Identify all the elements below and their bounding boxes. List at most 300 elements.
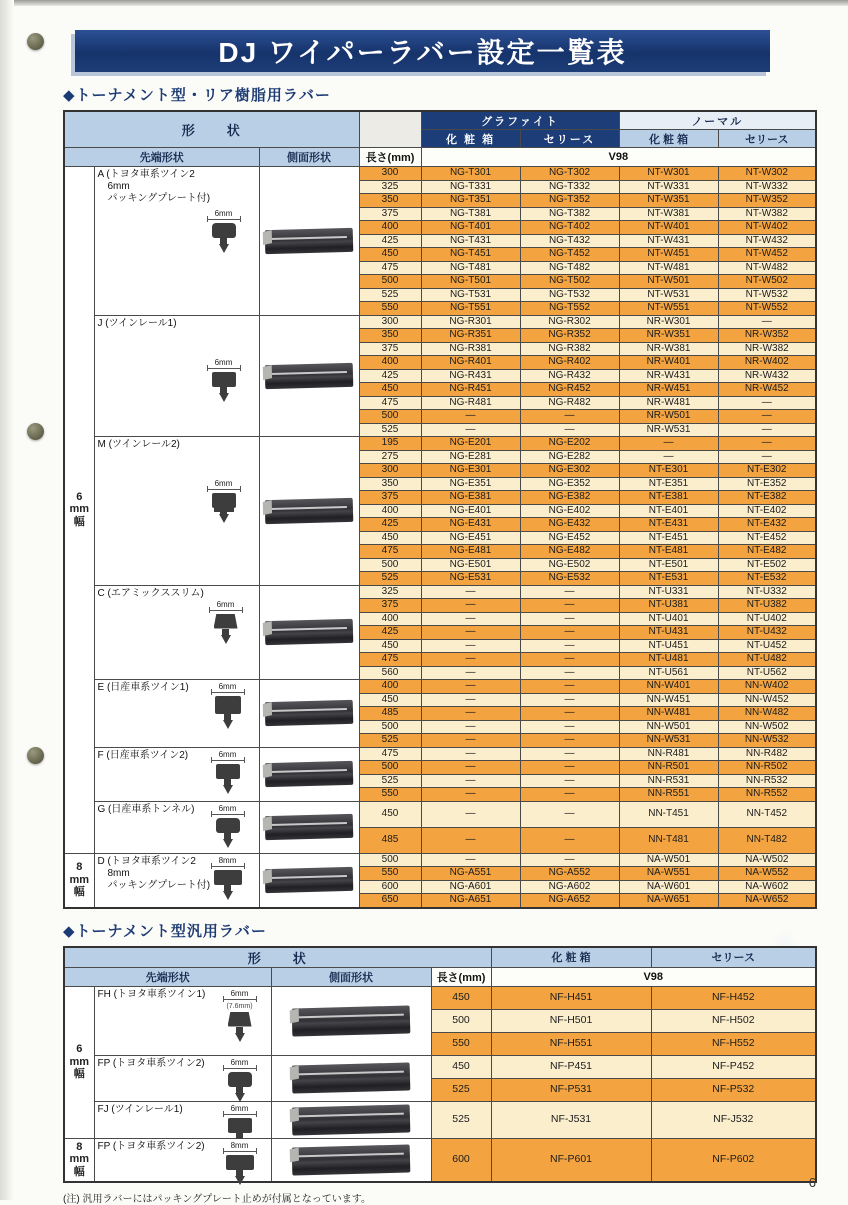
part-number-cell: NG-R401	[421, 356, 520, 370]
part-number-cell: NG-E432	[520, 518, 619, 532]
length-cell: 550	[359, 788, 421, 802]
tip-dimension-label: 6mm	[230, 1103, 249, 1113]
group-J-tip-cell	[94, 315, 259, 437]
length-cell: 500	[359, 761, 421, 775]
length-cell: 350	[359, 329, 421, 343]
part-number-cell: NG-T551	[421, 302, 520, 316]
tip-dimension-label: 8mm	[230, 1140, 249, 1150]
length-cell: 525	[431, 1078, 491, 1101]
part-number-cell: NG-E301	[421, 464, 520, 478]
part-number-cell: NT-E352	[718, 477, 816, 491]
part-number-cell: NG-T351	[421, 194, 520, 208]
part-number-cell: NR-W402	[718, 356, 816, 370]
part-number-cell: NF-H551	[491, 1032, 651, 1055]
part-number-cell: —	[421, 653, 520, 667]
table-row	[64, 167, 816, 181]
part-number-cell: NT-U482	[718, 653, 816, 667]
part-number-cell: —	[718, 423, 816, 437]
group-FP6-side-cell	[271, 1055, 431, 1101]
tip-head-shape	[228, 1072, 252, 1087]
group-A-label	[98, 169, 256, 205]
group-FH-side-cell	[271, 986, 431, 1055]
part-number-cell: NA-W601	[619, 880, 718, 894]
part-number-cell: NT-U481	[619, 653, 718, 667]
tip-dimension-label: 6mm	[214, 209, 233, 218]
punch-hole	[27, 33, 44, 50]
part-number-cell: NT-W302	[718, 167, 816, 181]
rear-resin-rubber-table	[63, 110, 817, 909]
part-number-cell: NA-W501	[619, 853, 718, 867]
part-number-cell: NG-A652	[520, 894, 619, 908]
part-number-cell: —	[421, 666, 520, 680]
part-number-cell: NG-R351	[421, 329, 520, 343]
tip-dimension	[207, 479, 241, 490]
width-label-line: mm	[69, 1153, 90, 1166]
header-side-shape: 側面形状	[259, 148, 359, 167]
part-number-cell: NT-U401	[619, 612, 718, 626]
part-number-cell: NR-W382	[718, 342, 816, 356]
width-label-line: 6	[76, 490, 83, 503]
length-cell: 475	[359, 545, 421, 559]
part-number-cell: NT-W482	[718, 261, 816, 275]
part-number-cell: —	[520, 734, 619, 748]
part-number-cell: NG-T431	[421, 234, 520, 248]
part-number-cell: NN-R532	[718, 774, 816, 788]
part-number-cell: —	[520, 626, 619, 640]
length-cell: 400	[359, 680, 421, 694]
part-number-cell: NR-W431	[619, 369, 718, 383]
tip-dimension	[223, 1104, 257, 1115]
table-row	[64, 1055, 816, 1078]
part-number-cell: NT-W551	[619, 302, 718, 316]
part-number-cell: —	[421, 410, 520, 424]
blade-profile-photo	[265, 619, 354, 645]
length-cell: 450	[359, 531, 421, 545]
part-number-cell: NG-R302	[520, 315, 619, 329]
part-number-cell: —	[421, 707, 520, 721]
length-cell: 450	[359, 801, 421, 827]
group-label-line: A (トヨタ車系ツイン2	[97, 169, 195, 180]
part-number-cell: NF-H502	[651, 1009, 816, 1032]
part-number-cell: NT-W431	[619, 234, 718, 248]
table-row	[64, 1138, 816, 1182]
length-cell: 525	[359, 572, 421, 586]
length-cell: 300	[359, 464, 421, 478]
part-number-cell: NG-T382	[520, 207, 619, 221]
part-number-cell: —	[421, 423, 520, 437]
group-J-label	[98, 318, 256, 330]
blade-profile-photo	[292, 1104, 411, 1135]
part-number-cell: —	[718, 315, 816, 329]
part-number-cell: NT-U562	[718, 666, 816, 680]
length-cell: 500	[359, 853, 421, 867]
length-cell: 400	[359, 504, 421, 518]
part-number-cell: NF-P451	[491, 1055, 651, 1078]
part-number-cell: NG-T402	[520, 221, 619, 235]
width-label-w6	[64, 986, 94, 1138]
header-normal: ノーマル	[619, 111, 816, 130]
group-FJ-tip-cell	[94, 1101, 271, 1138]
part-number-cell: —	[421, 639, 520, 653]
length-cell: 450	[359, 639, 421, 653]
part-number-cell: NF-H501	[491, 1009, 651, 1032]
table-row	[64, 853, 816, 867]
length-cell: 400	[359, 356, 421, 370]
part-number-cell: NG-T331	[421, 180, 520, 194]
width-label-line: mm	[69, 503, 90, 516]
part-number-cell: NG-R481	[421, 396, 520, 410]
tip-cross-section-icon	[201, 358, 247, 402]
group-D-side-cell	[259, 853, 359, 908]
part-number-cell: —	[718, 410, 816, 424]
part-number-cell: —	[718, 450, 816, 464]
tip-head-shape	[228, 1118, 252, 1133]
group-M-label	[98, 439, 256, 451]
part-number-cell: —	[520, 423, 619, 437]
part-number-cell: —	[520, 827, 619, 853]
group-label-line: E (日産車系ツイン1)	[97, 682, 189, 693]
length-cell: 400	[359, 221, 421, 235]
part-number-cell: NN-W451	[619, 693, 718, 707]
length-cell: 300	[359, 315, 421, 329]
tip-dimension	[207, 358, 241, 369]
part-number-cell: NN-R552	[718, 788, 816, 802]
tip-head-shape	[216, 764, 240, 779]
group-label-line: 6mm	[107, 181, 130, 192]
header-side-shape: 側面形状	[271, 967, 431, 986]
part-number-cell: NT-U331	[619, 585, 718, 599]
part-number-cell: NG-R352	[520, 329, 619, 343]
tip-arrow-shape	[219, 393, 229, 402]
part-number-cell: NT-W501	[619, 275, 718, 289]
tip-dimension	[223, 989, 257, 1000]
tip-dimension	[211, 856, 245, 867]
group-label-line: パッキングプレート付)	[107, 879, 211, 891]
part-number-cell: NR-W432	[718, 369, 816, 383]
part-number-cell: —	[421, 585, 520, 599]
group-label-line: FP (トヨタ車系ツイン2)	[97, 1057, 205, 1069]
punch-hole	[27, 747, 44, 764]
width-label-line: mm	[69, 1055, 90, 1068]
group-FP8-side-cell	[271, 1138, 431, 1182]
tip-cross-section-icon	[205, 856, 251, 900]
part-number-cell: NT-W382	[718, 207, 816, 221]
part-number-cell: NR-W451	[619, 383, 718, 397]
part-number-cell: NG-A601	[421, 880, 520, 894]
part-number-cell: NG-E451	[421, 531, 520, 545]
part-number-cell: —	[520, 639, 619, 653]
tip-cross-section-icon	[201, 479, 247, 523]
width-label-line: 幅	[73, 886, 85, 899]
tip-arrow-shape	[219, 514, 229, 523]
part-number-cell: NT-E351	[619, 477, 718, 491]
length-cell: 500	[359, 558, 421, 572]
part-number-cell: NA-W502	[718, 853, 816, 867]
group-label-line: G (日産車系トンネル)	[97, 803, 195, 815]
blade-profile-photo	[265, 228, 354, 254]
part-number-cell: —	[421, 680, 520, 694]
group-M-side-cell	[259, 437, 359, 586]
length-cell: 475	[359, 653, 421, 667]
length-cell: 500	[431, 1009, 491, 1032]
length-cell: 400	[359, 612, 421, 626]
table-row	[64, 1101, 816, 1138]
part-number-cell: —	[520, 410, 619, 424]
part-number-cell: NN-T451	[619, 801, 718, 827]
length-cell: 350	[359, 194, 421, 208]
part-number-cell: NG-A552	[520, 867, 619, 881]
group-A-side-cell	[259, 167, 359, 316]
part-number-cell: NA-W602	[718, 880, 816, 894]
header-shape: 形 状	[64, 947, 491, 968]
length-cell: 475	[359, 396, 421, 410]
width-label-line: 6	[76, 1043, 83, 1056]
blade-profile-photo	[265, 363, 354, 389]
part-number-cell: NG-R431	[421, 369, 520, 383]
part-number-cell: NG-E532	[520, 572, 619, 586]
tip-dimension-label: 6mm	[216, 599, 235, 609]
part-number-cell: NT-E452	[718, 531, 816, 545]
part-number-cell: NF-P601	[491, 1138, 651, 1182]
part-number-cell: NT-W301	[619, 167, 718, 181]
length-cell: 525	[359, 734, 421, 748]
part-number-cell: NG-T301	[421, 167, 520, 181]
group-FH-tip-cell	[94, 986, 271, 1055]
tip-cross-section-icon	[217, 1141, 263, 1185]
part-number-cell: NT-E482	[718, 545, 816, 559]
group-G-tip-cell	[94, 801, 259, 853]
part-number-cell: NF-J532	[651, 1101, 816, 1138]
part-number-cell: NN-T482	[718, 827, 816, 853]
part-number-cell: NN-R481	[619, 747, 718, 761]
part-number-cell: NN-W402	[718, 680, 816, 694]
part-number-cell: NN-W531	[619, 734, 718, 748]
part-number-cell: NT-U332	[718, 585, 816, 599]
part-number-cell: NG-T502	[520, 275, 619, 289]
group-FJ-side-cell	[271, 1101, 431, 1138]
length-cell: 500	[359, 720, 421, 734]
part-number-cell: —	[421, 761, 520, 775]
header-spacer	[359, 111, 421, 148]
part-number-cell: NT-E402	[718, 504, 816, 518]
length-cell: 300	[359, 167, 421, 181]
tip-cross-section-icon	[205, 682, 251, 729]
group-M-tip-cell	[94, 437, 259, 586]
blade-profile-photo	[265, 814, 354, 840]
length-cell: 375	[359, 491, 421, 505]
part-number-cell: NT-U381	[619, 599, 718, 613]
part-number-cell: NN-T452	[718, 801, 816, 827]
header-length: 長さ(mm)	[359, 148, 421, 167]
tip-head-shape	[212, 223, 236, 238]
part-number-cell: NT-W401	[619, 221, 718, 235]
length-cell: 525	[359, 288, 421, 302]
part-number-cell: NT-U382	[718, 599, 816, 613]
part-number-cell: NG-T501	[421, 275, 520, 289]
length-cell: 450	[431, 1055, 491, 1078]
section2-heading: ◆トーナメント型汎用ラバー	[63, 922, 267, 940]
part-number-cell: NG-R382	[520, 342, 619, 356]
tip-head-shape	[214, 870, 242, 885]
tip-cross-section-icon	[203, 600, 249, 644]
length-cell: 600	[359, 880, 421, 894]
part-number-cell: NF-P452	[651, 1055, 816, 1078]
part-number-cell: —	[520, 801, 619, 827]
part-number-cell: NG-R402	[520, 356, 619, 370]
length-cell: 425	[359, 234, 421, 248]
tip-cross-section-icon	[217, 1058, 263, 1102]
part-number-cell: NT-W531	[619, 288, 718, 302]
part-number-cell: —	[520, 599, 619, 613]
part-number-cell: NN-W502	[718, 720, 816, 734]
tip-dimension-label: 6mm	[230, 988, 249, 998]
length-cell: 450	[431, 986, 491, 1009]
group-J-side-cell	[259, 315, 359, 437]
part-number-cell: —	[520, 612, 619, 626]
part-number-cell: NG-T302	[520, 167, 619, 181]
tip-dimension-label: 6mm	[230, 1057, 249, 1067]
part-number-cell: NN-R482	[718, 747, 816, 761]
group-label-line: C (エアミックススリム)	[97, 587, 204, 599]
page-title: DJ ワイパーラバー設定一覧表	[75, 30, 770, 72]
group-label-line: F (日産車系ツイン2)	[97, 749, 189, 761]
part-number-cell: NG-E282	[520, 450, 619, 464]
width-label-line: 幅	[73, 1165, 85, 1178]
part-number-cell: NG-T381	[421, 207, 520, 221]
group-label-line: パッキングプレート付)	[107, 193, 211, 204]
part-number-cell: NT-U402	[718, 612, 816, 626]
length-cell: 450	[359, 248, 421, 262]
tip-head-shape	[226, 1155, 254, 1170]
length-cell: 275	[359, 450, 421, 464]
part-number-cell: NG-T452	[520, 248, 619, 262]
part-number-cell: —	[520, 761, 619, 775]
part-number-cell: NG-T531	[421, 288, 520, 302]
table-row	[64, 801, 816, 827]
header-normal-series: セリース	[718, 130, 816, 148]
length-cell: 600	[431, 1138, 491, 1182]
part-number-cell: NN-R502	[718, 761, 816, 775]
part-number-cell: —	[421, 827, 520, 853]
tip-dimension	[211, 682, 245, 693]
tip-arrow-shape	[223, 839, 233, 848]
group-E-tip-cell	[94, 680, 259, 748]
part-number-cell: NF-H452	[651, 986, 816, 1009]
part-number-cell: NT-U561	[619, 666, 718, 680]
part-number-cell: —	[421, 801, 520, 827]
header-normal-box: 化 粧 箱	[619, 130, 718, 148]
length-cell: 325	[359, 585, 421, 599]
part-number-cell: NG-E381	[421, 491, 520, 505]
part-number-cell: NT-E301	[619, 464, 718, 478]
header-graphite: グラファイト	[421, 111, 619, 130]
part-number-cell: NT-W402	[718, 221, 816, 235]
group-label-line: FJ (ツインレール1)	[97, 1103, 183, 1115]
part-number-cell: NF-P532	[651, 1078, 816, 1101]
width-label-line: 8	[76, 1140, 83, 1153]
header-graphite-series: セリース	[520, 130, 619, 148]
part-number-cell: NR-W501	[619, 410, 718, 424]
blade-profile-photo	[265, 700, 354, 726]
part-number-cell: NN-W401	[619, 680, 718, 694]
part-number-cell: —	[520, 585, 619, 599]
width-label-w8	[64, 853, 94, 908]
tip-dimension	[223, 1058, 257, 1069]
table-row	[64, 986, 816, 1009]
length-cell: 550	[359, 867, 421, 881]
group-label-line: J (ツインレール1)	[97, 317, 177, 329]
tip-dimension	[223, 1141, 257, 1152]
part-number-cell: —	[520, 720, 619, 734]
blade-profile-photo	[265, 867, 354, 893]
group-C-side-cell	[259, 585, 359, 680]
part-number-cell: —	[619, 437, 718, 451]
length-cell: 485	[359, 827, 421, 853]
tip-head-shape	[216, 818, 240, 833]
header-box: 化 粧 箱	[491, 947, 651, 968]
part-number-cell: NT-E401	[619, 504, 718, 518]
group-G-side-cell	[259, 801, 359, 853]
part-number-cell: NG-T482	[520, 261, 619, 275]
part-number-cell: NG-E281	[421, 450, 520, 464]
part-number-cell: NT-E451	[619, 531, 718, 545]
part-number-cell: NG-T451	[421, 248, 520, 262]
catalog-page	[63, 0, 815, 1205]
header-v98: V98	[421, 148, 816, 167]
section1-heading: ◆トーナメント型・リア樹脂用ラバー	[63, 87, 331, 104]
part-number-cell: NT-U431	[619, 626, 718, 640]
part-number-cell: NN-W481	[619, 707, 718, 721]
length-cell: 325	[359, 180, 421, 194]
part-number-cell: NG-T432	[520, 234, 619, 248]
part-number-cell: NF-P531	[491, 1078, 651, 1101]
part-number-cell: —	[520, 774, 619, 788]
width-label-line: 幅	[73, 516, 85, 529]
blade-profile-photo	[292, 1144, 411, 1175]
tip-cross-section-icon	[205, 804, 251, 848]
part-number-cell: NG-E502	[520, 558, 619, 572]
length-cell: 550	[431, 1032, 491, 1055]
part-number-cell: NG-T352	[520, 194, 619, 208]
page-number: 6	[808, 1175, 816, 1190]
part-number-cell: NG-T481	[421, 261, 520, 275]
length-cell: 475	[359, 261, 421, 275]
part-number-cell: NG-T552	[520, 302, 619, 316]
length-cell: 475	[359, 747, 421, 761]
tip-head-shape	[212, 493, 236, 508]
part-number-cell: NT-E431	[619, 518, 718, 532]
group-D-tip-cell	[94, 853, 259, 908]
tip-arrow-shape	[221, 635, 231, 644]
blade-profile-photo	[292, 1005, 411, 1036]
part-number-cell: NA-W551	[619, 867, 718, 881]
part-number-cell: NT-U451	[619, 639, 718, 653]
part-number-cell: NT-U452	[718, 639, 816, 653]
length-cell: 650	[359, 894, 421, 908]
part-number-cell: —	[421, 693, 520, 707]
part-number-cell: NT-W502	[718, 275, 816, 289]
part-number-cell: NF-P602	[651, 1138, 816, 1182]
blade-profile-photo	[292, 1062, 411, 1093]
group-label-line: M (ツインレール2)	[97, 439, 180, 450]
tip-dimension	[207, 209, 241, 220]
part-number-cell: NR-W452	[718, 383, 816, 397]
length-cell: 195	[359, 437, 421, 451]
part-number-cell: —	[520, 653, 619, 667]
part-number-cell: NG-E501	[421, 558, 520, 572]
part-number-cell: NT-W381	[619, 207, 718, 221]
part-number-cell: NT-W432	[718, 234, 816, 248]
